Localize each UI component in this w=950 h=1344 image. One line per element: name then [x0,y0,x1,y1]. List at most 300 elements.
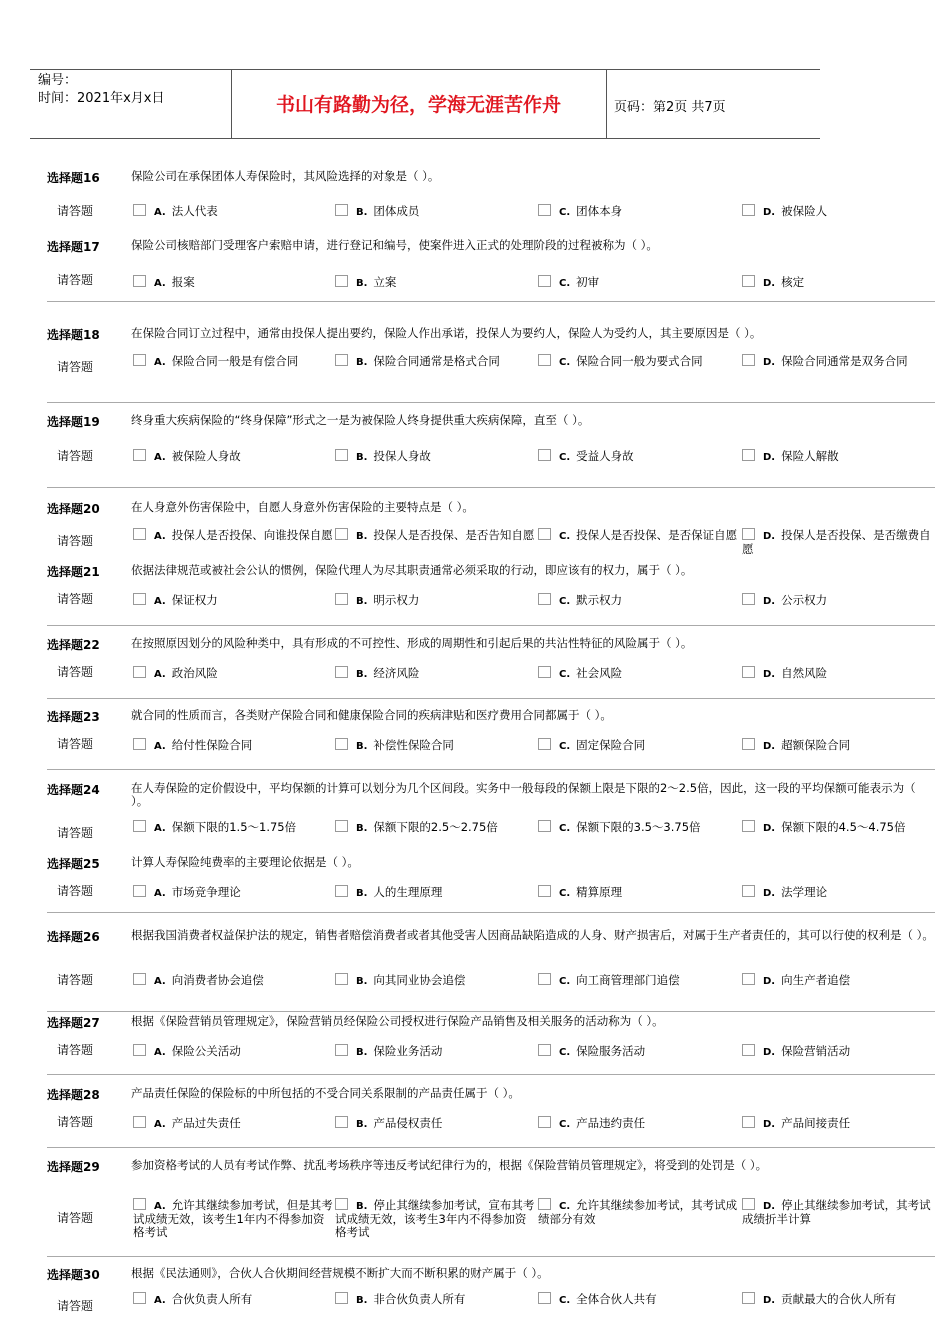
option-checkbox[interactable] [133,528,146,540]
answer-option[interactable] [742,666,932,681]
option-text: 初审 [576,275,600,289]
question-text: 在按照原因划分的风险种类中，具有形成的不可控性、形成的周期性和引起后果的共沾性特征的风险属于（ ）。 [131,636,693,650]
answer-option[interactable] [742,354,932,369]
option-letter: D. [763,452,776,463]
option-checkbox[interactable] [335,1044,348,1056]
answer-label: 请答题 [57,204,94,218]
option-letter: A. [154,278,166,289]
option-letter: A. [154,1295,166,1306]
option-checkbox[interactable] [742,528,755,540]
option-letter: D. [763,207,776,218]
option-text: 非合伙负责人所有 [373,1292,466,1306]
question-text: 依据法律规范或被社会公认的惯例，保险代理人为尽其职责通常必须采取的行动，即应该有的权力，属于（ ）。 [131,563,693,577]
option-text: 产品侵权责任 [373,1116,443,1130]
question-block [47,563,935,626]
option-letter: A. [154,452,166,463]
answer-option[interactable] [742,1044,932,1059]
option-checkbox[interactable] [742,1116,755,1128]
option-text: 向工商管理部门追偿 [576,973,680,987]
answer-option[interactable] [538,593,741,608]
answer-option[interactable] [133,1044,338,1059]
question-block [47,166,935,234]
option-letter: D. [763,823,776,834]
option-checkbox[interactable] [538,1044,551,1056]
option-checkbox[interactable] [538,275,551,287]
option-text: 保险服务活动 [576,1044,646,1058]
option-checkbox[interactable] [335,449,348,461]
option-checkbox[interactable] [538,973,551,985]
answer-option[interactable] [538,973,741,988]
answer-option[interactable] [335,820,538,835]
option-letter: C. [559,207,571,218]
option-checkbox[interactable] [538,449,551,461]
answer-option[interactable] [538,275,741,290]
option-text: 保证权力 [171,593,218,607]
question-block [47,855,935,913]
question-text: 在人寿保险的定价假设中，平均保额的计算可以划分为几个区间段。实务中一般每段的保额上限是下限的2～2.5倍，因此，这一段的平均保额可能表示为（ ）。 [131,781,916,808]
question-label: 选择题27 [47,1016,100,1030]
option-checkbox[interactable] [335,528,348,540]
option-text: 保额下限的3.5～3.75倍 [576,820,701,834]
answer-option[interactable] [538,204,741,219]
option-checkbox[interactable] [538,1198,551,1210]
option-checkbox[interactable] [133,1292,146,1304]
answer-option[interactable] [742,204,932,219]
option-letter: A. [154,669,166,680]
answer-option[interactable] [335,593,538,608]
option-text: 投保人是否投保、是否缴费自愿 [742,528,931,556]
question-label: 选择题17 [47,240,100,254]
option-checkbox[interactable] [538,738,551,750]
option-letter: D. [763,1201,776,1212]
question-block [47,1158,935,1257]
option-letter: C. [559,1047,571,1058]
answer-option[interactable] [538,885,741,900]
option-checkbox[interactable] [742,666,755,678]
option-text: 补偿性保险合同 [373,738,454,752]
option-text: 保额下限的4.5～4.75倍 [781,820,906,834]
answer-option[interactable] [133,449,338,464]
option-text: 全体合伙人共有 [576,1292,657,1306]
option-letter: C. [559,1119,571,1130]
answer-option[interactable] [335,1116,538,1131]
answer-option[interactable] [133,885,338,900]
option-letter: B. [356,1201,368,1212]
page-header [30,69,820,139]
option-letter: D. [763,741,776,752]
question-block [47,498,935,562]
option-text: 市场竞争理论 [171,885,241,899]
option-letter: A. [154,596,166,607]
answer-option[interactable] [742,1198,932,1226]
option-letter: B. [356,741,368,752]
option-letter: A. [154,1047,166,1058]
option-checkbox[interactable] [742,738,755,750]
option-letter: C. [559,823,571,834]
option-checkbox[interactable] [133,973,146,985]
question-label: 选择题21 [47,565,100,579]
option-text: 保险人解散 [781,449,839,463]
question-block [47,708,935,770]
answer-option[interactable] [538,738,741,753]
option-checkbox[interactable] [133,820,146,832]
option-text: 报案 [171,275,195,289]
answer-option[interactable] [742,528,932,556]
answer-label: 请答题 [57,360,94,374]
option-checkbox[interactable] [133,449,146,461]
answer-option[interactable] [133,973,338,988]
option-letter: B. [356,823,368,834]
option-letter: C. [559,976,571,987]
option-letter: C. [559,669,571,680]
option-letter: C. [559,357,571,368]
option-text: 贡献最大的合伙人所有 [781,1292,897,1306]
answer-option[interactable] [538,820,741,835]
option-text: 公示权力 [781,593,828,607]
answer-option[interactable] [538,528,741,543]
option-text: 固定保险合同 [576,738,646,752]
option-text: 被保险人身故 [171,449,241,463]
option-checkbox[interactable] [133,354,146,366]
option-text: 保险公关活动 [171,1044,241,1058]
option-checkbox[interactable] [133,738,146,750]
question-text: 终身重大疾病保险的“终身保障”形式之一是为被保险人终身提供重大疾病保障，直至（ ）。 [131,413,590,427]
header-motto: 书山有路勤为径，学海无涯苦作舟 [275,94,561,116]
option-checkbox[interactable] [538,528,551,540]
option-text: 投保人是否投保、向谁投保自愿 [171,528,333,542]
answer-option[interactable] [335,449,538,464]
option-letter: C. [559,531,571,542]
option-checkbox[interactable] [133,1116,146,1128]
option-text: 投保人身故 [373,449,431,463]
question-label: 选择题29 [47,1160,100,1174]
option-checkbox[interactable] [133,204,146,216]
answer-option[interactable] [538,354,741,369]
question-text: 根据《民法通则》，合伙人合伙期间经营规模不断扩大而不断积累的财产属于（ ）。 [131,1266,549,1280]
question-label: 选择题20 [47,502,100,516]
option-checkbox[interactable] [335,204,348,216]
answer-option[interactable] [742,593,932,608]
answer-label: 请答题 [57,449,94,463]
option-checkbox[interactable] [133,1044,146,1056]
option-letter: A. [154,1201,166,1212]
option-letter: D. [763,1119,776,1130]
option-text: 给付性保险合同 [171,738,253,752]
option-text: 被保险人 [781,204,828,218]
option-letter: A. [154,888,166,899]
option-text: 人的生理原理 [373,885,443,899]
option-checkbox[interactable] [335,820,348,832]
option-checkbox[interactable] [335,738,348,750]
page-number: 页码：第2页 共7页 [614,100,726,115]
option-letter: C. [559,888,571,899]
option-checkbox[interactable] [538,1116,551,1128]
option-text: 自然风险 [781,666,828,680]
option-text: 向生产者追偿 [781,973,851,987]
question-label: 选择题30 [47,1268,100,1282]
option-text: 产品过失责任 [171,1116,241,1130]
question-label: 选择题25 [47,857,100,871]
time-label: 时间：2021年x月x日 [38,91,165,106]
answer-option[interactable] [335,528,538,543]
answer-option[interactable] [538,666,741,681]
question-text: 根据我国消费者权益保护法的规定，销售者赔偿消费者或者其他受害人因商品缺陷造成的人身、财产损害后，对属于生产者责任的，其可以行使的权利是（ ）。 [131,928,934,942]
option-checkbox[interactable] [335,1198,348,1210]
option-checkbox[interactable] [133,1198,146,1210]
question-block [47,411,935,488]
answer-option[interactable] [742,885,932,900]
option-letter: A. [154,1119,166,1130]
option-checkbox[interactable] [742,449,755,461]
question-text: 保险公司在承保团体人寿保险时，其风险选择的对象是（ ）。 [131,169,440,183]
question-block [47,928,935,1012]
answer-option[interactable] [742,1116,932,1131]
option-checkbox[interactable] [742,354,755,366]
option-text: 保险合同通常是双务合同 [781,354,908,368]
question-text: 保险公司核赔部门受理客户索赔申请，进行登记和编号，使案件进入正式的处理阶段的过程被称为（ ）。 [131,238,658,252]
question-block [47,1266,935,1326]
answer-option[interactable] [133,593,338,608]
answer-label: 请答题 [57,1299,94,1313]
question-text: 计算人寿保险纯费率的主要理论依据是（ ）。 [131,855,359,869]
option-letter: D. [763,278,776,289]
question-block [47,636,935,699]
option-checkbox[interactable] [742,204,755,216]
option-text: 投保人是否投保、是否告知自愿 [373,528,535,542]
option-letter: C. [559,596,571,607]
answer-option[interactable] [742,820,932,835]
answer-option[interactable] [742,973,932,988]
option-letter: C. [559,1201,571,1212]
answer-option[interactable] [742,275,932,290]
option-letter: B. [356,278,368,289]
option-text: 法学理论 [781,885,828,899]
option-letter: A. [154,207,166,218]
answer-label: 请答题 [57,737,94,751]
answer-option[interactable] [335,1044,538,1059]
option-letter: D. [763,596,776,607]
question-text: 就合同的性质而言，各类财产保险合同和健康保险合同的疾病津贴和医疗费用合同都属于（ ）。 [131,708,612,722]
answer-option[interactable] [742,738,932,753]
option-text: 保额下限的2.5～2.75倍 [373,820,498,834]
answer-option[interactable] [133,738,338,753]
option-checkbox[interactable] [742,973,755,985]
answer-label: 请答题 [57,592,94,606]
option-text: 保险业务活动 [373,1044,443,1058]
answer-option[interactable] [335,1292,538,1307]
option-letter: D. [763,976,776,987]
option-letter: A. [154,531,166,542]
answer-option[interactable] [335,738,538,753]
option-letter: A. [154,823,166,834]
option-checkbox[interactable] [335,593,348,605]
header-meta [38,72,238,108]
answer-option[interactable] [335,973,538,988]
option-checkbox[interactable] [538,204,551,216]
option-text: 合伙负责人所有 [171,1292,253,1306]
question-block [47,1086,935,1148]
answer-label: 请答题 [57,826,94,840]
option-text: 向消费者协会追偿 [171,973,264,987]
option-letter: B. [356,1047,368,1058]
option-letter: C. [559,1295,571,1306]
option-checkbox[interactable] [538,593,551,605]
answer-label: 请答题 [57,273,94,287]
question-text: 产品责任保险的保险标的中所包括的不受合同关系限制的产品责任属于（ ）。 [131,1086,520,1100]
question-label: 选择题24 [47,783,100,797]
answer-option[interactable] [335,666,538,681]
question-text: 在人身意外伤害保险中，自愿人身意外伤害保险的主要特点是（ ）。 [131,500,474,514]
option-letter: D. [763,1295,776,1306]
answer-option[interactable] [335,354,538,369]
option-checkbox[interactable] [133,593,146,605]
option-letter: B. [356,888,368,899]
answer-label: 请答题 [57,1211,94,1225]
option-letter: D. [763,357,776,368]
option-text: 团体成员 [373,204,420,218]
option-text: 保险合同一般是有偿合同 [171,354,299,368]
option-text: 保险营销活动 [781,1044,851,1058]
option-text: 经济风险 [373,666,420,680]
option-text: 向其同业协会追偿 [373,973,466,987]
option-checkbox[interactable] [538,666,551,678]
option-checkbox[interactable] [133,275,146,287]
answer-option[interactable] [742,449,932,464]
option-checkbox[interactable] [335,275,348,287]
option-letter: C. [559,452,571,463]
answer-option[interactable] [335,1198,535,1239]
question-text: 根据《保险营销员管理规定》，保险营销员经保险公司授权进行保险产品销售及相关服务的活动称为（ ）。 [131,1014,664,1028]
option-checkbox[interactable] [742,1292,755,1304]
option-letter: B. [356,669,368,680]
option-letter: B. [356,976,368,987]
option-text: 超额保险合同 [781,738,851,752]
option-text: 投保人是否投保、是否保证自愿 [576,528,738,542]
answer-option[interactable] [133,275,338,290]
answer-option[interactable] [133,204,338,219]
option-letter: C. [559,278,571,289]
answer-option[interactable] [538,1198,738,1226]
option-letter: C. [559,741,571,752]
answer-option[interactable] [133,528,338,543]
option-checkbox[interactable] [742,593,755,605]
option-letter: A. [154,741,166,752]
option-checkbox[interactable] [538,885,551,897]
answer-label: 请答题 [57,884,94,898]
option-text: 团体本身 [576,204,623,218]
question-label: 选择题28 [47,1088,100,1102]
question-label: 选择题23 [47,710,100,724]
answer-option[interactable] [538,449,741,464]
option-letter: D. [763,888,776,899]
option-text: 停止其继续参加考试，其考试成绩折半计算 [742,1198,931,1226]
answer-option[interactable] [538,1292,741,1307]
option-letter: D. [763,669,776,680]
answer-label: 请答题 [57,665,94,679]
option-letter: B. [356,452,368,463]
answer-option[interactable] [335,204,538,219]
option-checkbox[interactable] [538,1292,551,1304]
option-letter: D. [763,531,776,542]
option-text: 政治风险 [171,666,218,680]
question-block [47,324,935,403]
option-text: 产品违约责任 [576,1116,646,1130]
answer-label: 请答题 [57,1043,94,1057]
answer-option[interactable] [133,354,338,369]
option-checkbox[interactable] [133,885,146,897]
answer-label: 请答题 [57,973,94,987]
option-text: 精算原理 [576,885,623,899]
option-text: 法人代表 [171,204,218,218]
question-text: 在保险合同订立过程中，通常由投保人提出要约，保险人作出承诺，投保人为要约人，保险人为受约人，其主要原因是（ ）。 [131,326,762,340]
option-letter: B. [356,207,368,218]
option-letter: B. [356,531,368,542]
option-checkbox[interactable] [742,1198,755,1210]
option-checkbox[interactable] [335,1292,348,1304]
answer-option[interactable] [742,1292,932,1307]
option-text: 立案 [373,275,397,289]
option-text: 保险合同一般为要式合同 [576,354,703,368]
answer-option[interactable] [133,820,338,835]
option-text: 允许其继续参加考试，其考试成绩部分有效 [538,1198,738,1226]
option-text: 产品间接责任 [781,1116,851,1130]
option-checkbox[interactable] [742,275,755,287]
option-text: 停止其继续参加考试，宣布其考试成绩无效，该考生3年内不得参加资格考试 [335,1198,535,1239]
option-text: 受益人身故 [576,449,634,463]
option-letter: A. [154,976,166,987]
question-label: 选择题18 [47,328,100,342]
option-text: 社会风险 [576,666,623,680]
answer-option[interactable] [335,885,538,900]
question-label: 选择题16 [47,171,100,185]
option-checkbox[interactable] [742,885,755,897]
answer-option[interactable] [133,666,338,681]
question-label: 选择题26 [47,930,100,944]
answer-label: 请答题 [57,1115,94,1129]
answer-option[interactable] [335,275,538,290]
question-label: 选择题19 [47,415,100,429]
question-block [47,1014,935,1075]
option-checkbox[interactable] [538,820,551,832]
question-text: 参加资格考试的人员有考试作弊、扰乱考场秩序等违反考试纪律行为的，根据《保险营销员管理规定》，将受到的处罚是（ ）。 [131,1158,768,1172]
option-letter: B. [356,596,368,607]
option-checkbox[interactable] [742,820,755,832]
answer-option[interactable] [133,1116,338,1131]
option-letter: B. [356,1295,368,1306]
option-checkbox[interactable] [335,354,348,366]
answer-option[interactable] [538,1116,741,1131]
option-text: 允许其继续参加考试，但是其考试成绩无效，该考生1年内不得参加资格考试 [133,1198,333,1239]
option-letter: A. [154,357,166,368]
option-text: 明示权力 [373,593,420,607]
option-checkbox[interactable] [335,973,348,985]
option-checkbox[interactable] [133,666,146,678]
option-letter: B. [356,357,368,368]
option-checkbox[interactable] [335,666,348,678]
option-checkbox[interactable] [742,1044,755,1056]
question-block [47,237,935,302]
answer-option[interactable] [133,1292,338,1307]
option-letter: B. [356,1119,368,1130]
answer-label: 请答题 [57,534,94,548]
option-checkbox[interactable] [335,1116,348,1128]
option-text: 默示权力 [576,593,623,607]
answer-option[interactable] [538,1044,741,1059]
option-text: 核定 [781,275,805,289]
option-checkbox[interactable] [335,885,348,897]
answer-option[interactable] [133,1198,333,1239]
option-checkbox[interactable] [538,354,551,366]
